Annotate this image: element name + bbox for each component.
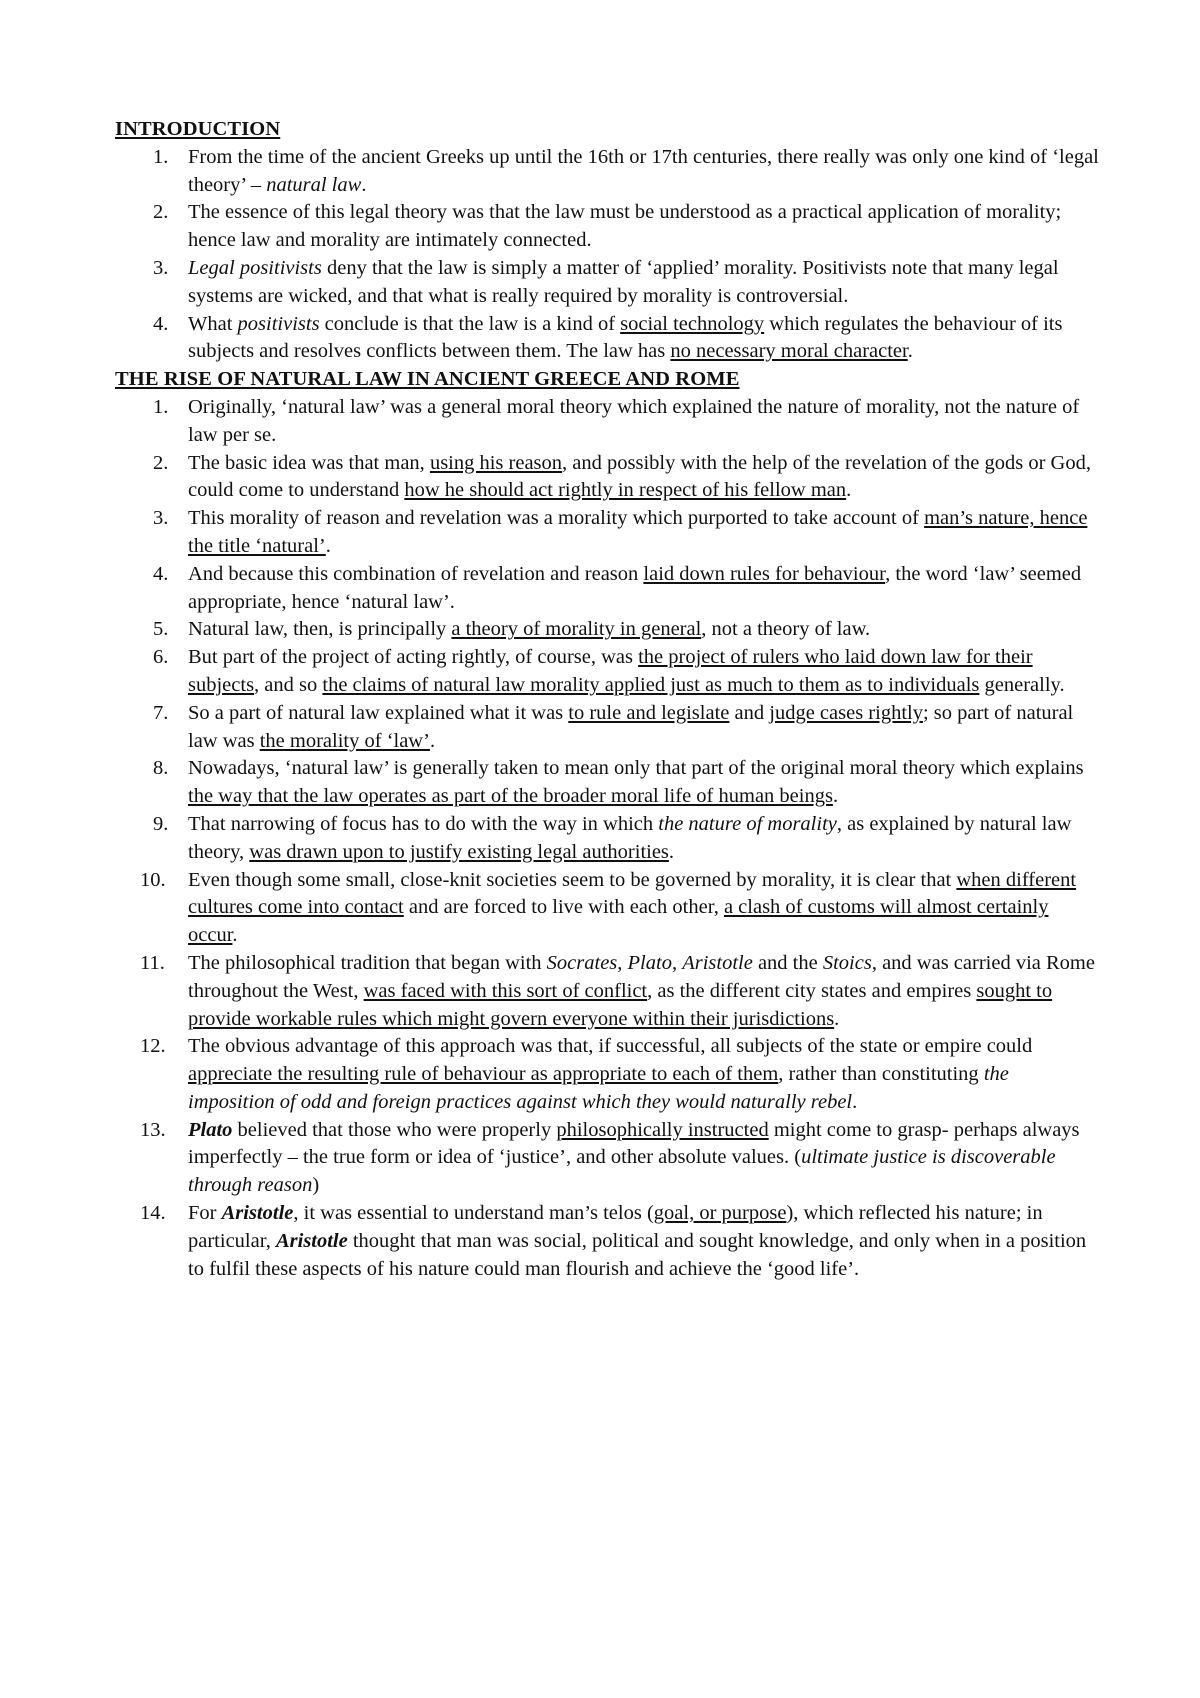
list-item bbox=[115, 867, 1100, 950]
list-item bbox=[115, 561, 1100, 617]
list-item bbox=[115, 950, 1100, 1033]
list-item-text: which regulates the behaviour of its subjects and resolves conflicts between them. The law has bbox=[188, 312, 1063, 363]
list-item-text: , and was carried via Rome throughout the West, bbox=[188, 951, 1095, 1002]
list-item bbox=[115, 700, 1100, 756]
list-item-text: was faced with this sort of conflict bbox=[363, 979, 648, 1002]
list-item-text: using his reason bbox=[429, 451, 563, 474]
list-item-text: generally. bbox=[979, 673, 1065, 696]
list-item-text: the morality of ‘law’ bbox=[259, 729, 430, 752]
list-item-text: positivists bbox=[237, 312, 320, 335]
list-item-text: Plato bbox=[188, 1118, 233, 1141]
list-item-text: The philosophical tradition that began with bbox=[188, 951, 547, 974]
list-item-text: judge cases rightly bbox=[769, 701, 923, 724]
list-item-text: And because this combination of revelation and reason bbox=[188, 562, 644, 585]
list-item-text: . bbox=[325, 534, 331, 557]
list-item-number: 9. bbox=[153, 812, 169, 835]
list-item-text: Aristotle bbox=[275, 1229, 348, 1252]
list-item-text: The essence of this legal theory was that the law must be understood as a practical application of morality; hence law and morality are intimately connected. bbox=[188, 201, 1062, 252]
list-item-text: , bbox=[671, 951, 683, 974]
list-item-text: , rather than constituting bbox=[778, 1063, 984, 1086]
list-item-text: might come to grasp- perhaps always imperfectly – the true form or idea of ‘justice’, and other absolute values. ( bbox=[188, 1118, 1080, 1169]
list-item-text: Aristotle bbox=[221, 1202, 294, 1225]
list-item-number: 1. bbox=[153, 145, 169, 168]
list-item-number: 10. bbox=[140, 868, 166, 891]
list-item-text: . bbox=[907, 340, 913, 363]
list-item bbox=[115, 1033, 1100, 1116]
list-item-text: Nowadays, ‘natural law’ is generally taken to mean only that part of the original moral theory which explains bbox=[188, 757, 1084, 780]
list-item-text: natural law bbox=[266, 173, 362, 196]
list-item-text: Originally, ‘natural law’ was a general moral theory which explained the nature of morality, not the nature of law per se. bbox=[188, 395, 1080, 446]
list-item-text: Aristotle bbox=[682, 951, 753, 974]
list-item-text: , bbox=[617, 951, 628, 974]
list-item-text: . bbox=[429, 729, 436, 752]
list-item-text: From the time of the ancient Greeks up until the 16th or 17th centuries, there really was only one kind of ‘legal theory’ – bbox=[188, 145, 1099, 196]
list-item-text: So a part of natural law explained what it was bbox=[188, 701, 569, 724]
list-item-text: the way that the law operates as part of the broader moral life of human beings bbox=[188, 785, 833, 808]
list-item-text: believed that those who were properly bbox=[232, 1118, 557, 1141]
list-item-text: , as the different city states and empires bbox=[647, 979, 977, 1002]
list-item-number: 8. bbox=[153, 757, 169, 780]
list-item-text: man’s nature, hence the title ‘natural’ bbox=[188, 507, 1088, 557]
list-item bbox=[115, 811, 1100, 867]
list-item-text: social technology bbox=[620, 312, 765, 335]
list-item-text: laid down rules for behaviour bbox=[643, 562, 886, 585]
list-item-text: This morality of reason and revelation was a morality which purported to take account of bbox=[188, 507, 925, 530]
list-item-text: a theory of morality in general bbox=[451, 618, 702, 641]
list-item-text: . bbox=[668, 840, 675, 863]
list-item-text: ultimate justice is discoverable through reason bbox=[188, 1146, 1056, 1197]
list-item-number: 6. bbox=[153, 646, 169, 669]
list-item-text: Legal positivists bbox=[188, 256, 322, 279]
list-item-text: Plato bbox=[627, 951, 672, 974]
list-item-number: 2. bbox=[153, 201, 169, 224]
section-heading-rise-of-natural-law: THE RISE OF NATURAL LAW IN ANCIENT GREECE AND ROME bbox=[115, 368, 740, 391]
list-item-text: was drawn upon to justify existing legal authorities bbox=[249, 840, 669, 863]
list-item-text: the claims of natural law morality applied just as much to them as to individuals bbox=[322, 673, 980, 696]
list-item-text: , the word ‘law’ seemed appropriate, hence ‘natural law’. bbox=[188, 562, 1082, 613]
list-item-text: philosophically instructed bbox=[556, 1118, 769, 1141]
list-item-text: the imposition of odd and foreign practices against which they would naturally rebel bbox=[188, 1063, 1009, 1113]
list-item-text: , and possibly with the help of the revelation of the gods or God, could come to understand bbox=[188, 451, 1091, 502]
list-item-number: 4. bbox=[153, 312, 169, 335]
list-item-number: 11. bbox=[140, 951, 165, 974]
list-item-number: 5. bbox=[153, 618, 169, 641]
list-item-text: and the bbox=[752, 951, 823, 974]
list-item-number: 2. bbox=[153, 451, 169, 474]
list-item-text: The basic idea was that man, bbox=[188, 451, 430, 474]
list-item-text: , it was essential to understand man’s telos ( bbox=[293, 1202, 654, 1225]
list-item-text: deny that the law is simply a matter of ‘applied’ morality. Positivists note that many legal systems are wicked, and that what is really required by morality is controversial. bbox=[188, 256, 1059, 307]
list-item-text: the nature of morality bbox=[658, 812, 837, 835]
list-item-text: But part of the project of acting rightly, of course, was bbox=[188, 646, 639, 669]
list-item bbox=[115, 394, 1100, 450]
list-item bbox=[115, 199, 1100, 255]
list-item-text: the project of rulers who laid down law for their subjects bbox=[188, 646, 1033, 696]
list-item-text: Natural law, then, is principally bbox=[188, 618, 452, 641]
list-item-text: to rule and legislate bbox=[568, 701, 730, 724]
list-item-number: 3. bbox=[153, 256, 169, 279]
list-item bbox=[115, 505, 1100, 561]
list-item-text: . bbox=[852, 1090, 858, 1113]
list-item-text: . bbox=[846, 479, 852, 502]
list-item bbox=[115, 450, 1100, 506]
list-item-text: no necessary moral character bbox=[670, 340, 908, 363]
list-item-text: That narrowing of focus has to do with the way in which bbox=[188, 812, 659, 835]
list-item-number: 4. bbox=[153, 562, 169, 585]
list-item bbox=[115, 255, 1100, 311]
list-item-text: ; so part of natural law was bbox=[188, 701, 1074, 752]
list-item-text: , not a theory of law. bbox=[701, 618, 871, 641]
list-item-text: Stoics bbox=[822, 951, 872, 974]
list-item-number: 7. bbox=[153, 701, 169, 724]
section-heading-introduction: INTRODUCTION bbox=[115, 118, 281, 140]
list-item-text: For bbox=[188, 1202, 222, 1225]
list-item-text: The obvious advantage of this approach was that, if successful, all subjects of the state or empire could bbox=[188, 1035, 1033, 1058]
list-item-number: 13. bbox=[140, 1118, 166, 1141]
list-item bbox=[115, 755, 1100, 811]
list-item-text: goal, or purpose bbox=[653, 1202, 787, 1225]
list-item bbox=[115, 1200, 1100, 1283]
list-item-text: conclude is that the law is a kind of bbox=[319, 312, 621, 335]
list-item-text: a clash of customs will almost certainly occur bbox=[188, 896, 1049, 947]
list-item-number: 1. bbox=[153, 395, 169, 418]
list-item-text: sought to provide workable rules which might govern everyone within their jurisdictions bbox=[188, 979, 1053, 1030]
list-item-number: 12. bbox=[140, 1035, 166, 1058]
list-item-text: , and so bbox=[254, 673, 323, 696]
list-item-number: 3. bbox=[153, 507, 169, 530]
list-item-text: and are forced to live with each other, bbox=[403, 896, 724, 919]
list-item-text: . bbox=[232, 924, 238, 947]
list-item-text: appreciate the resulting rule of behaviour as appropriate to each of them bbox=[188, 1063, 779, 1086]
list-item-text: Socrates bbox=[546, 951, 618, 974]
list-item bbox=[115, 1117, 1100, 1200]
list-item bbox=[115, 644, 1100, 700]
list-item-text: ) bbox=[312, 1174, 320, 1197]
list-item-text: ), which reflected his nature; in particular, bbox=[188, 1202, 1043, 1252]
list-item bbox=[115, 144, 1100, 200]
list-item-text: Even though some small, close-knit societies seem to be governed by morality, it is clear that bbox=[188, 868, 957, 891]
list-item bbox=[115, 616, 1100, 644]
list-item-text: thought that man was social, political and sought knowledge, and only when in a position to fulfil these aspects of his nature could man flourish and achieve the ‘good life’. bbox=[188, 1229, 1087, 1280]
list-item-text: What bbox=[188, 312, 238, 335]
introduction-list bbox=[115, 144, 1100, 366]
list-item-text: . bbox=[834, 1007, 840, 1030]
list-item-text: when different cultures come into contact bbox=[188, 868, 1077, 919]
list-item bbox=[115, 311, 1100, 367]
list-item-text: . bbox=[361, 173, 367, 196]
list-item-text: . bbox=[832, 785, 839, 808]
list-item-text: and bbox=[729, 701, 770, 724]
rise-of-natural-law-list bbox=[115, 394, 1100, 1284]
list-item-text: how he should act rightly in respect of his fellow man bbox=[404, 479, 847, 502]
list-item-number: 14. bbox=[140, 1202, 166, 1225]
list-item-text: , as explained by natural law theory, bbox=[188, 812, 1072, 863]
document-body bbox=[115, 116, 1100, 1283]
